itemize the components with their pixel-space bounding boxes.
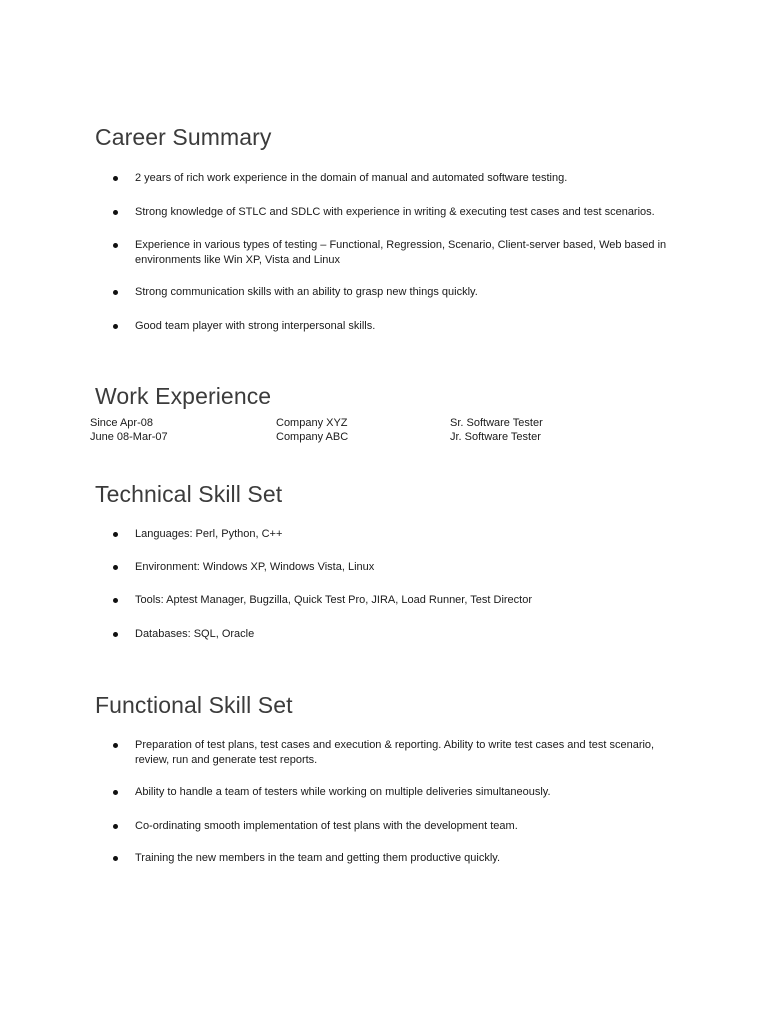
work-period: Since Apr-08 (90, 417, 153, 429)
work-role: Jr. Software Tester (450, 431, 541, 443)
work-role: Sr. Software Tester (450, 417, 543, 429)
work-experience-table (90, 416, 690, 444)
functional-skill-text: Co-ordinating smooth implementation of test plans with the development team. (135, 820, 518, 832)
bullet-icon (113, 532, 118, 537)
technical-skill-text: Languages: Perl, Python, C++ (135, 528, 283, 540)
technical-skill-text: Tools: Aptest Manager, Bugzilla, Quick Test Pro, JIRA, Load Runner, Test Director (135, 594, 533, 606)
functional-skill-text: Training the new members in the team and getting them productive quickly. (135, 852, 501, 864)
bullet-icon (113, 176, 118, 181)
career-summary-text: Experience in various types of testing – Functional, Regression, Scenario, Client-server based, Web based in environments like Win XP, Vista and Linux (135, 239, 667, 266)
functional-skill-text: Preparation of test plans, test cases and execution & reporting. Ability to write test cases and test scenario, review, run and generate test reports. (135, 739, 655, 766)
bullet-icon (113, 743, 118, 748)
bullet-icon (113, 598, 118, 603)
technical-skills-heading: Technical Skill Set (95, 481, 283, 507)
bullet-icon (113, 856, 118, 861)
bullet-icon (113, 243, 118, 248)
bullet-icon (113, 210, 118, 215)
career-summary-text: Strong communication skills with an ability to grasp new things quickly. (135, 286, 478, 298)
bullet-icon (113, 790, 118, 795)
table-row (90, 416, 690, 430)
work-experience-heading: Work Experience (95, 383, 272, 409)
work-period: June 08-Mar-07 (90, 431, 168, 443)
career-summary-heading: Career Summary (95, 124, 272, 150)
career-summary-text: Good team player with strong interpersonal skills. (135, 320, 376, 332)
bullet-icon (113, 632, 118, 637)
bullet-icon (113, 565, 118, 570)
bullet-icon (113, 324, 118, 329)
career-summary-text: 2 years of rich work experience in the domain of manual and automated software testing. (135, 172, 568, 184)
work-company: Company ABC (276, 431, 349, 443)
bullet-icon (113, 290, 118, 295)
bullet-icon (113, 824, 118, 829)
work-company: Company XYZ (276, 417, 348, 429)
functional-skill-text: Ability to handle a team of testers while working on multiple deliveries simultaneously. (135, 786, 551, 798)
technical-skill-text: Environment: Windows XP, Windows Vista, Linux (135, 561, 375, 573)
technical-skill-text: Databases: SQL, Oracle (135, 628, 255, 640)
table-row (90, 430, 690, 444)
functional-skills-heading: Functional Skill Set (95, 692, 293, 718)
career-summary-text: Strong knowledge of STLC and SDLC with experience in writing & executing test cases and test scenarios. (135, 206, 655, 218)
